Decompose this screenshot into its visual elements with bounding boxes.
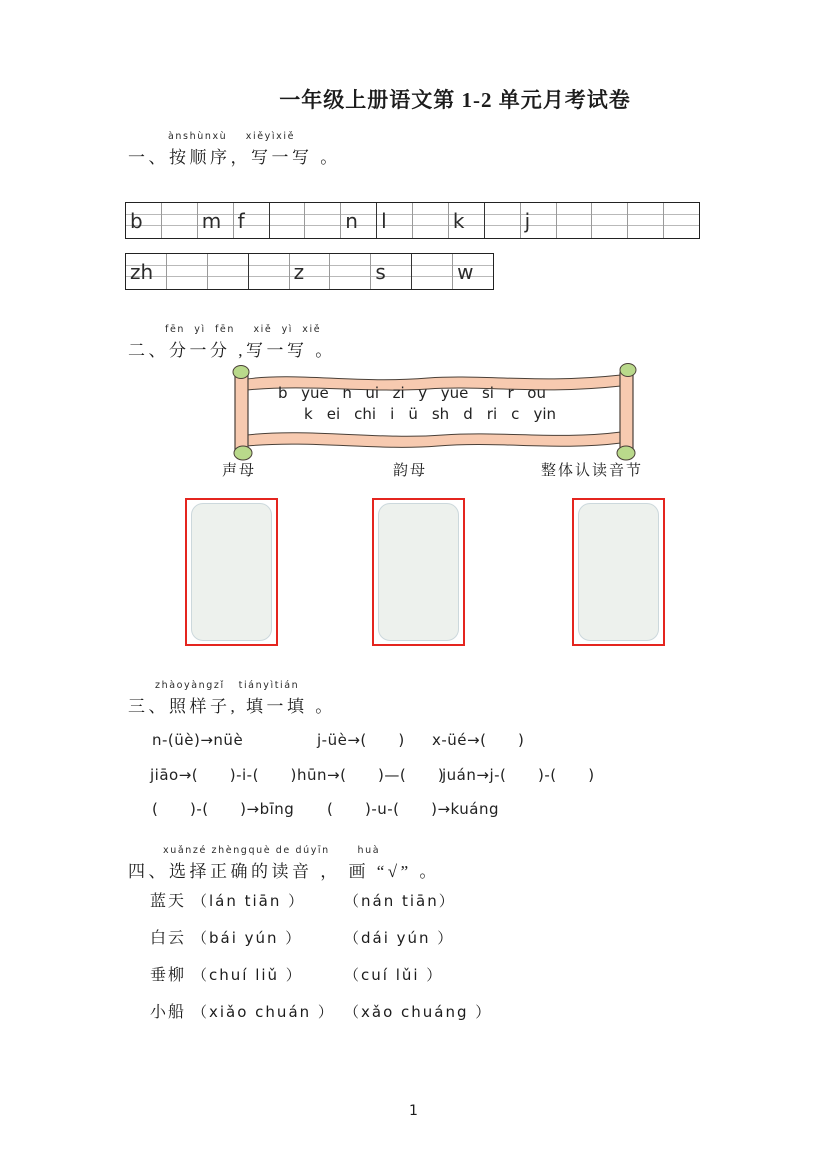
syllable: yin xyxy=(533,405,556,423)
grid-letter: l xyxy=(381,209,387,233)
syllable: ü xyxy=(408,405,418,423)
grid-letter: zh xyxy=(130,260,154,284)
label-whole-syllables: 整体认读音节 xyxy=(541,463,644,479)
grid-cell xyxy=(305,203,341,238)
grid-letter: b xyxy=(130,209,143,233)
pronunciation-option-2: （xǎo chuáng ） xyxy=(344,1003,493,1021)
answer-box-initials xyxy=(185,498,278,646)
syllable: i xyxy=(390,405,395,423)
syllable: zi xyxy=(392,384,405,402)
syllable: d xyxy=(463,405,473,423)
syllable: sh xyxy=(431,405,450,423)
fill-item: jiāo→( )-i-( ) xyxy=(150,766,297,784)
syllable: yue xyxy=(440,384,469,402)
fill-item: hūn→( )—( ) xyxy=(297,766,445,784)
pronunciation-choice-row xyxy=(150,999,492,1019)
syllable: ei xyxy=(326,405,341,423)
syllable: c xyxy=(511,405,520,423)
grid-cell xyxy=(341,203,377,238)
answer-box-finals xyxy=(372,498,465,646)
pronunciation-option-1: （xiǎo chuán ） xyxy=(192,1003,335,1021)
grid-cell xyxy=(330,254,371,289)
pronunciation-option-2: （nán tiān） xyxy=(344,892,456,910)
grid-cell xyxy=(453,254,493,289)
pinyin-grid-row1 xyxy=(125,202,700,239)
pronunciation-option-1: （lán tiān ） xyxy=(192,892,306,910)
pronunciation-choice-row xyxy=(150,925,492,945)
pronunciation-choice-row xyxy=(150,888,492,908)
grid-cell xyxy=(167,254,208,289)
grid-cell xyxy=(162,203,198,238)
word-label: 蓝天 xyxy=(150,893,187,910)
pronunciation-option-1: （chuí liǔ ） xyxy=(192,966,303,984)
grid-letter: m xyxy=(201,209,222,233)
syllable: chi xyxy=(354,405,377,423)
pronunciation-option-2: （cuí lǔi ） xyxy=(344,966,444,984)
syllable: ri xyxy=(486,405,498,423)
grid-cell xyxy=(485,203,521,238)
word-label: 白云 xyxy=(150,930,187,947)
grid-cell xyxy=(126,203,162,238)
syllable: n xyxy=(342,384,352,402)
section2-heading xyxy=(128,324,336,361)
syllable: yue xyxy=(301,384,329,402)
section4-title: 四、选择正确的读音 ， 画 “√” 。 xyxy=(128,862,440,881)
answer-box-whole-syllables xyxy=(572,498,665,646)
fill-item: ( )-u-( )→kuáng xyxy=(327,800,499,818)
section1-pinyin: ànshùnxù xiěyìxiě xyxy=(168,131,296,142)
fill-item: x-üé→( ) xyxy=(432,731,525,749)
syllable: r xyxy=(507,384,514,402)
grid-letter: j xyxy=(524,209,531,233)
pronunciation-option-1: （bái yún ） xyxy=(192,929,303,947)
fill-item: n-(üè)→nüè xyxy=(152,731,244,749)
grid-cell xyxy=(413,203,449,238)
grid-letter: f xyxy=(237,209,245,233)
section3-pinyin: zhàoyàngzǐ tiányìtián xyxy=(155,680,300,691)
grid-cell xyxy=(521,203,557,238)
grid-letter: s xyxy=(375,260,386,284)
section4-pinyin: xuǎnzé zhèngquè de dúyīn huà xyxy=(163,845,381,856)
syllable: ou xyxy=(527,384,546,402)
scroll-syllables-line2 xyxy=(304,405,556,423)
pronunciation-choice-list xyxy=(150,888,492,1036)
syllable: k xyxy=(304,405,313,423)
answer-box-writing-area xyxy=(578,503,659,641)
grid-cell xyxy=(234,203,270,238)
fill-item: juán→j-( )-( ) xyxy=(442,766,595,784)
scroll-syllables-line1 xyxy=(278,384,546,402)
grid-cell xyxy=(126,254,167,289)
grid-cell xyxy=(592,203,628,238)
pinyin-grid-row2 xyxy=(125,253,494,290)
grid-letter: n xyxy=(345,209,358,233)
grid-cell xyxy=(377,203,413,238)
section2-pinyin: fēn yì fēn xiě yì xiě xyxy=(165,324,322,335)
syllable: ui xyxy=(365,384,380,402)
fill-item: j-üè→( ) xyxy=(317,731,405,749)
grid-cell xyxy=(249,254,290,289)
section4-heading xyxy=(128,845,440,882)
grid-cell xyxy=(557,203,593,238)
syllable: b xyxy=(278,384,288,402)
answer-box-writing-area xyxy=(378,503,459,641)
pronunciation-choice-row xyxy=(150,962,492,982)
fill-item: ( )-( )→bīng xyxy=(152,800,295,818)
pronunciation-option-2: （dái yún ） xyxy=(344,929,455,947)
section1-title: 一、按顺序，写一写 。 xyxy=(128,148,341,167)
section3-title: 三、照样子, 填一填 。 xyxy=(128,697,336,716)
grid-cell xyxy=(198,203,234,238)
label-initials: 声母 xyxy=(222,463,257,479)
page-title: 一年级上册语文第 1-2 单元月考试卷 xyxy=(279,88,631,112)
syllable: si xyxy=(481,384,494,402)
grid-cell xyxy=(412,254,453,289)
grid-cell xyxy=(270,203,306,238)
grid-letter: w xyxy=(457,260,474,284)
label-finals: 韵母 xyxy=(393,463,428,479)
word-label: 垂柳 xyxy=(150,967,187,984)
word-label: 小船 xyxy=(150,1004,187,1021)
grid-cell xyxy=(664,203,699,238)
scroll-banner xyxy=(228,363,640,462)
grid-cell xyxy=(449,203,485,238)
grid-cell xyxy=(628,203,664,238)
grid-cell xyxy=(208,254,249,289)
grid-letter: k xyxy=(452,209,465,233)
page-number: 1 xyxy=(409,1103,418,1119)
section2-title: 二、分一分 ,写一写 。 xyxy=(128,341,336,360)
section1-heading xyxy=(128,131,341,168)
syllable: y xyxy=(418,384,428,402)
grid-letter: z xyxy=(293,260,305,284)
grid-cell xyxy=(290,254,331,289)
answer-box-writing-area xyxy=(191,503,272,641)
section3-heading xyxy=(128,680,336,717)
grid-cell xyxy=(371,254,412,289)
